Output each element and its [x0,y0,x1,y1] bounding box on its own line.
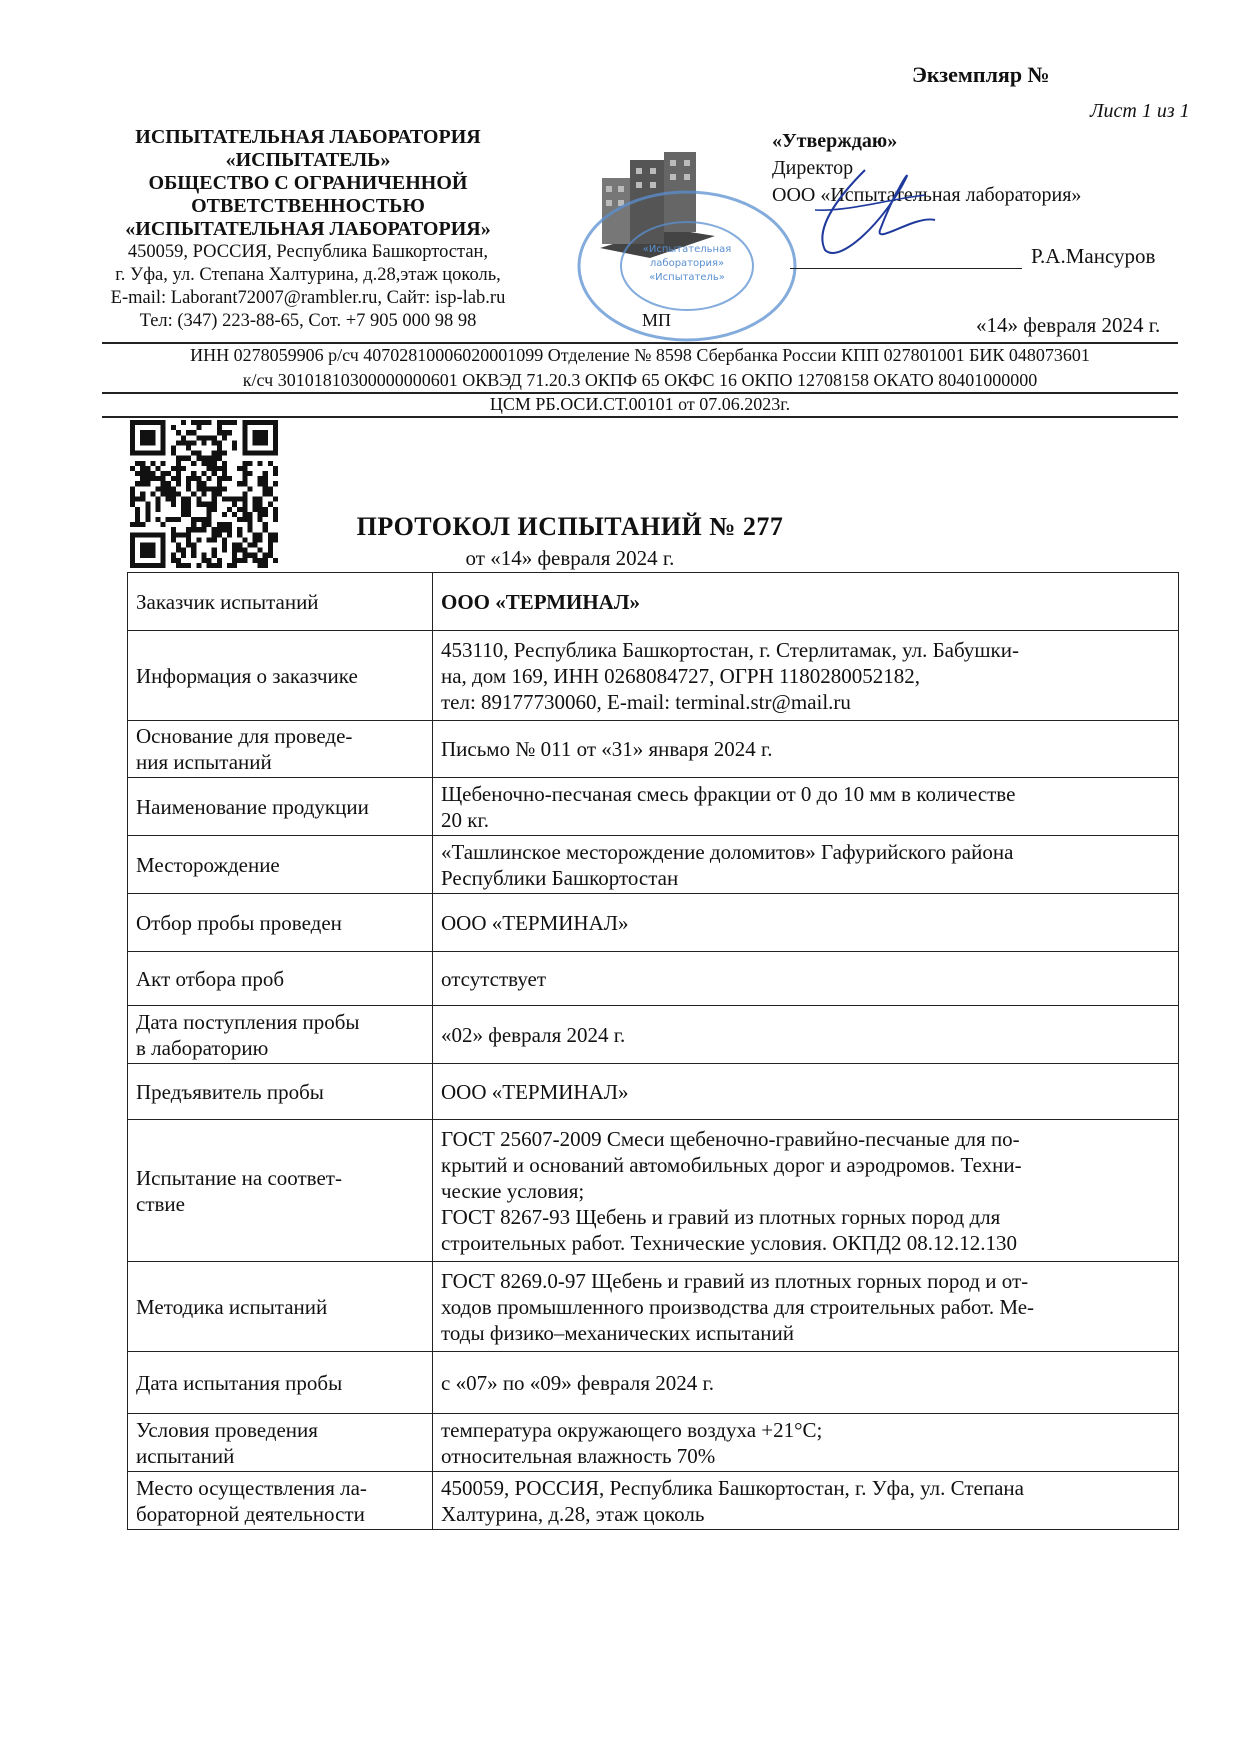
protocol-date: от «14» февраля 2024 г. [465,546,675,570]
organization-stamp [572,186,802,346]
row-label: Информация о заказчике [128,631,433,721]
value-line: на, дом 169, ИНН 0268084727, ОГРН 1180280052182, [441,663,921,688]
value-line: Халтурина, д.28, этаж цоколь [441,1501,705,1526]
table-row [128,836,1179,894]
label-line: ния испытаний [136,750,272,774]
label-line: Основание для проведе- [136,724,353,748]
label-line: бораторной деятельности [136,1501,365,1526]
lab-name-line4: ОТВЕТСТВЕННОСТЬЮ [191,195,425,217]
value-line: тел: 89177730060, E-mail: terminal.str@mail.ru [441,689,851,714]
registration-line [102,416,1178,418]
lab-name-line1: ИСПЫТАТЕЛЬНАЯ ЛАБОРАТОРИЯ [135,126,481,148]
row-value: ООО «ТЕРМИНАЛ» [433,894,1179,952]
protocol-table [127,572,1179,1530]
row-value: отсутствует [433,952,1179,1006]
row-value [433,1262,1179,1352]
row-value [433,631,1179,721]
table-row [128,1414,1179,1472]
lab-contacts: E-mail: Laborant72007@rambler.ru, Сайт: isp-lab.ru [110,288,506,308]
table-row [128,721,1179,778]
row-value: ООО «ТЕРМИНАЛ» [433,1064,1179,1120]
table-row [128,1006,1179,1064]
row-value [433,778,1179,836]
value-line: ГОСТ 25607-2009 Смеси щебеночно-гравийно-песчаные для по- [441,1126,1020,1151]
row-label [128,721,433,778]
row-label: Наименование продукции [128,778,433,836]
director-signature [795,160,945,270]
sheet-number: Лист 1 из 1 [1090,100,1190,122]
value-line: ГОСТ 8269.0-97 Щебень и гравий из плотных горных пород и от- [441,1268,1029,1293]
value-line: крытий и оснований автомобильных дорог и аэродромов. Техни- [441,1152,1022,1177]
row-value [433,1120,1179,1262]
row-label: Методика испытаний [128,1262,433,1352]
requisites-line1: ИНН 0278059906 р/сч 40702810006020001099 Отделение № 8598 Сбербанка России КПП 027801001 БИК 048073601 [190,345,1090,365]
label-line: испытаний [136,1443,235,1468]
bank-requisites [102,343,1178,393]
lab-address-line2: г. Уфа, ул. Степана Халтурина, д.28,этаж цоколь, [115,265,501,285]
row-value: с «07» по «09» февраля 2024 г. [433,1352,1179,1414]
row-label [128,1120,433,1262]
qr-code [130,420,278,568]
copy-number-label: Экземпляр № [912,62,1050,87]
label-line: Дата поступления пробы [136,1009,360,1034]
stamp-center-line3: «Испытатель» [649,272,725,283]
value-line: относительная влажность 70% [441,1443,716,1468]
row-value: «02» февраля 2024 г. [433,1006,1179,1064]
signature-line [790,268,1022,269]
value-line: ходов промышленного производства для строительных работ. Ме- [441,1294,1035,1319]
value-line: тоды физико–механических испытаний [441,1320,795,1345]
row-label: Отбор пробы проведен [128,894,433,952]
lab-address-line1: 450059, РОССИЯ, Республика Башкортостан, [127,242,489,262]
table-row [128,894,1179,952]
row-value: Письмо № 011 от «31» января 2024 г. [433,721,1179,778]
row-label [128,1414,433,1472]
table-row [128,952,1179,1006]
lab-name-line3: ОБЩЕСТВО С ОГРАНИЧЕННОЙ [148,172,468,194]
label-line: ствие [136,1191,185,1216]
row-value: ООО «ТЕРМИНАЛ» [433,573,1179,631]
label-line: Место осуществления ла- [136,1475,367,1500]
value-line: температура окружающего воздуха +21°С; [441,1417,823,1442]
row-label: Акт отбора проб [128,952,433,1006]
value-line: 450059, РОССИЯ, Республика Башкортостан, г. Уфа, ул. Степана [441,1475,1024,1500]
stamp-mark: МП [642,310,672,330]
row-value [433,1472,1179,1530]
director-name: Р.А.Мансуров [1031,244,1156,268]
value-line: ческие условия; [441,1178,585,1203]
value-line: 453110, Республика Башкортостан, г. Стерлитамак, ул. Бабушки- [441,637,1019,662]
row-label [128,1472,433,1530]
label-line: в лабораторию [136,1035,269,1060]
row-value [433,836,1179,894]
value-line: Республики Башкортостан [441,865,679,890]
row-label: Предъявитель пробы [128,1064,433,1120]
lab-name-line5: «ИСПЫТАТЕЛЬНАЯ ЛАБОРАТОРИЯ» [125,218,491,240]
label-line: Условия проведения [136,1417,318,1442]
registration-number: ЦСМ РБ.ОСИ.СТ.00101 от 07.06.2023г. [489,394,791,414]
protocol-title: ПРОТОКОЛ ИСПЫТАНИЙ № 277 [356,512,784,541]
table-row [128,573,1179,631]
table-row [128,1120,1179,1262]
value-line: ГОСТ 8267-93 Щебень и гравий из плотных горных пород для [441,1204,1001,1229]
value-line: Щебеночно-песчаная смесь фракции от 0 до 10 мм в количестве [441,781,1016,806]
stamp-center-line1: «Испытательная [642,244,732,255]
row-value [433,1414,1179,1472]
label-line: Испытание на соответ- [136,1165,342,1190]
table-row [128,1064,1179,1120]
table-row [128,1472,1179,1530]
lab-info-block [78,126,538,333]
row-label [128,1006,433,1064]
value-line: 20 кг. [441,807,489,832]
lab-name-line2: «ИСПЫТАТЕЛЬ» [225,149,391,171]
approval-title: «Утверждаю» [772,130,898,152]
table-row [128,631,1179,721]
value-line: «Ташлинское месторождение доломитов» Гафурийского района [441,839,1014,864]
table-row [128,1262,1179,1352]
approval-date: «14» февраля 2024 г. [976,313,1161,337]
approval-org: ООО «Испытательная лаборатория» [772,184,1082,206]
row-label: Месторождение [128,836,433,894]
requisites-line2: к/сч 30101810300000000601 ОКВЭД 71.20.3 ОКПФ 65 ОКФС 16 ОКПО 12708158 ОКАТО 80401000000 [242,370,1038,390]
value-line: строительных работ. Технические условия. ОКПД2 08.12.12.130 [441,1230,1018,1255]
lab-phones: Тел: (347) 223-88-65, Сот. +7 905 000 98 98 [139,311,477,331]
stamp-center-line2: лаборатория» [649,258,725,269]
approval-position: Директор [772,157,854,179]
table-row [128,1352,1179,1414]
table-row [128,778,1179,836]
row-label: Заказчик испытаний [128,573,433,631]
row-label: Дата испытания пробы [128,1352,433,1414]
